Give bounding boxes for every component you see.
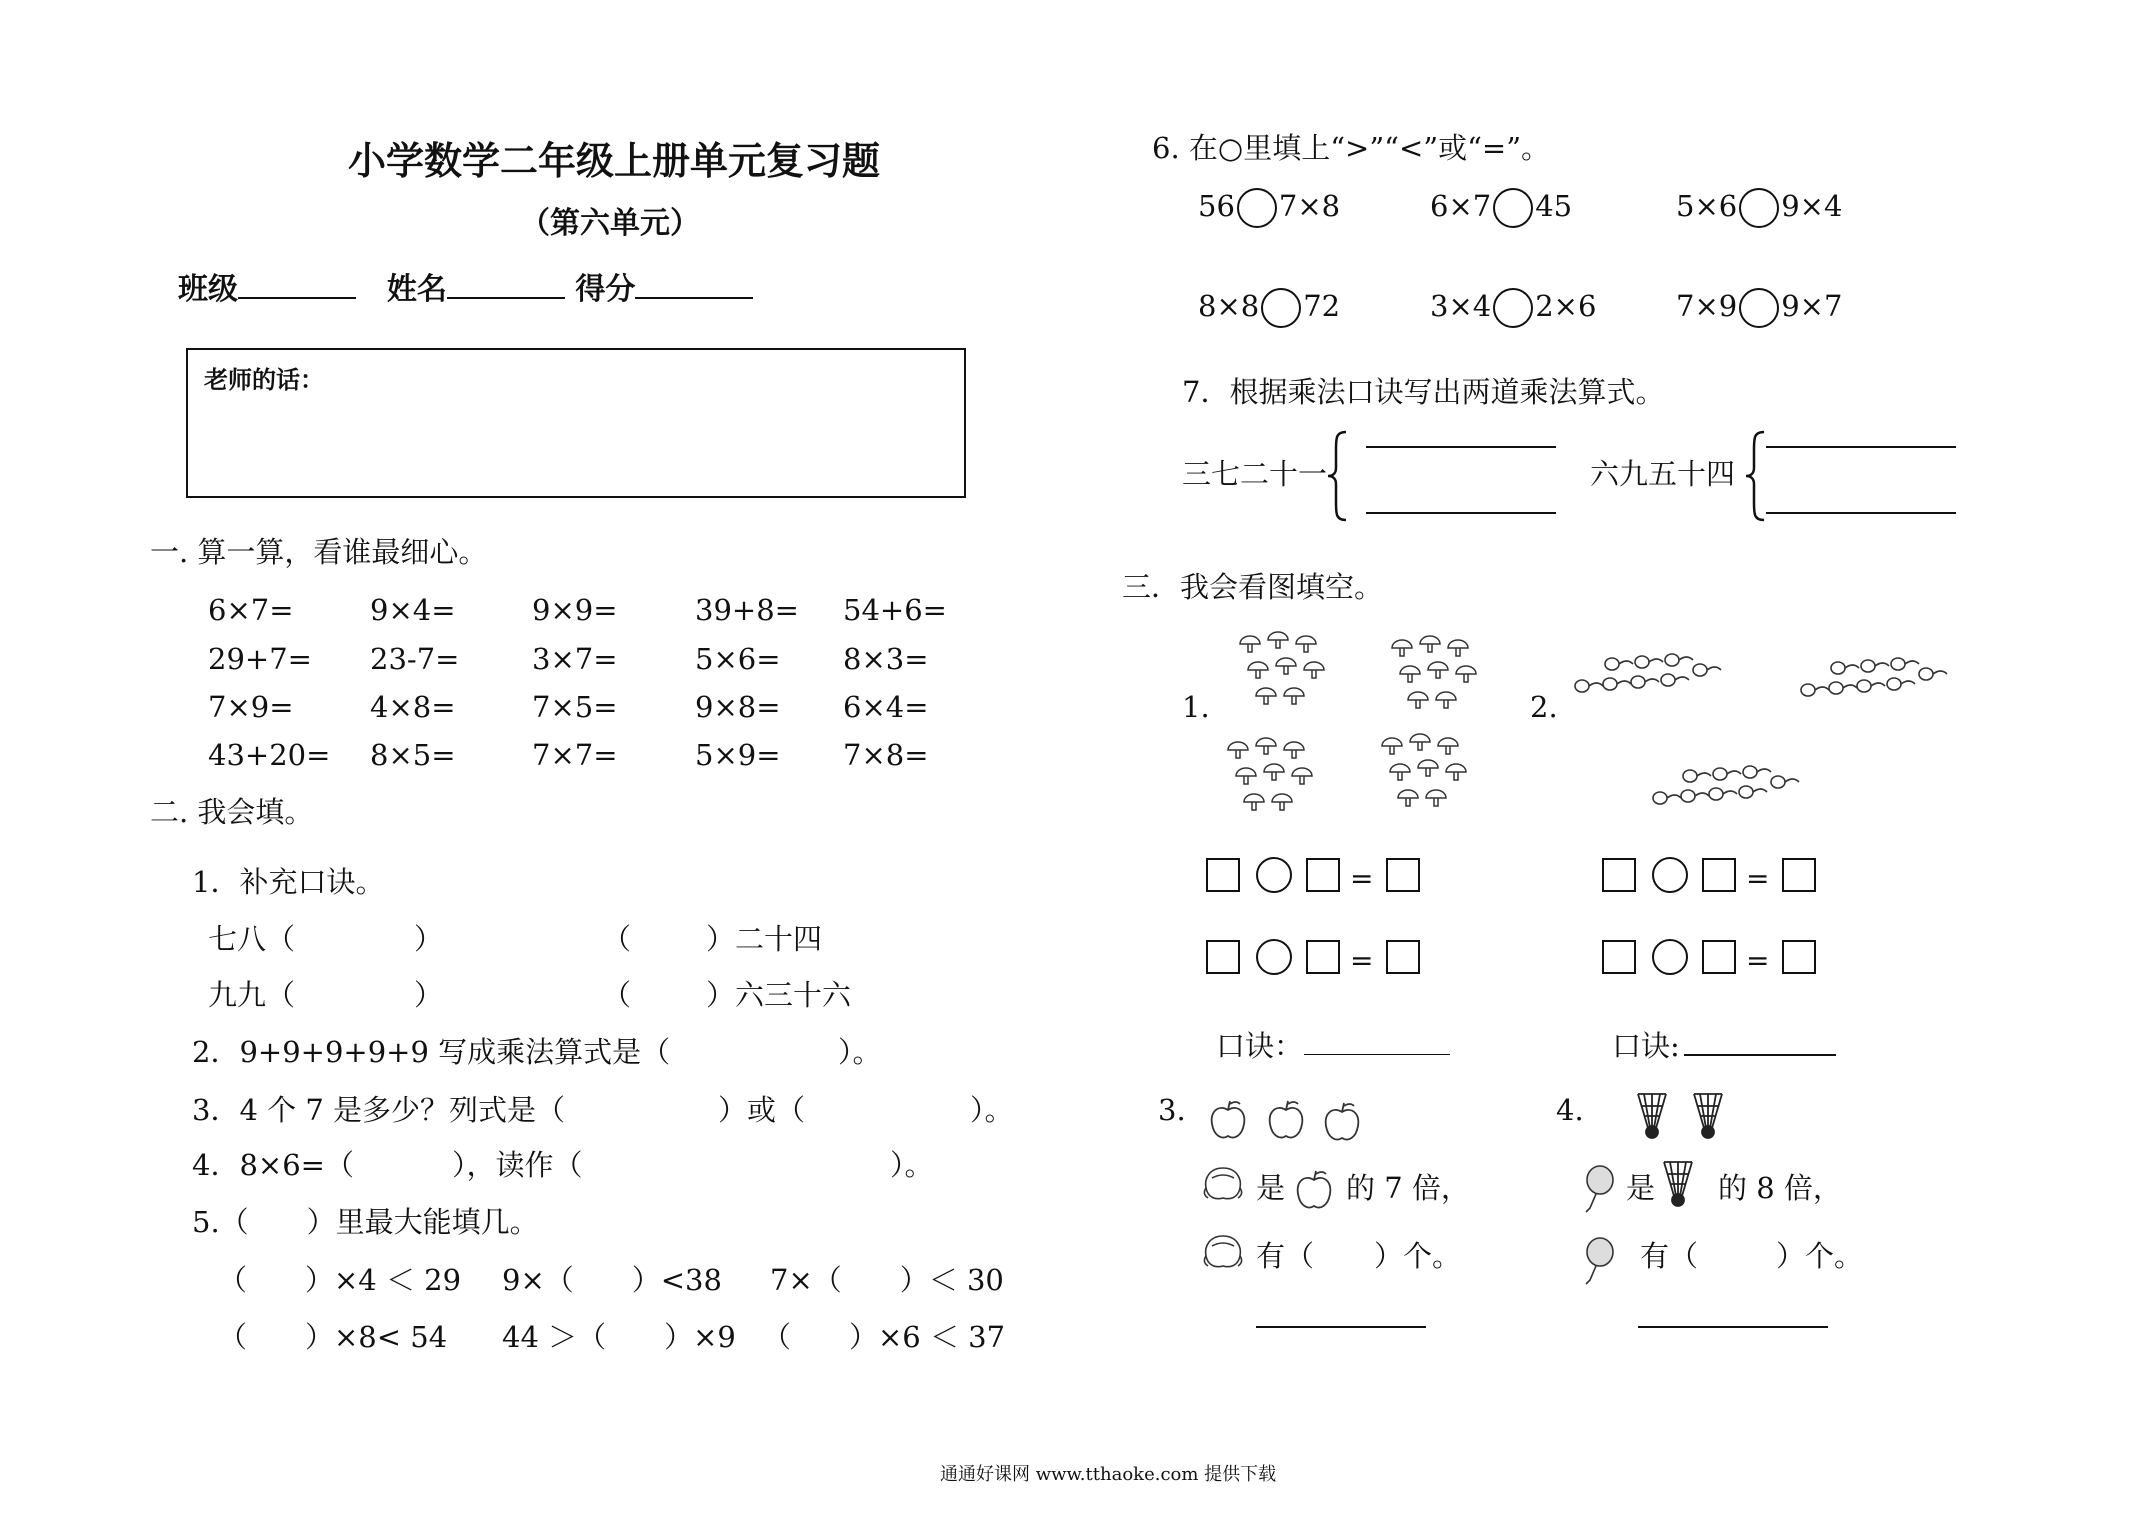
q7-left-blank-1[interactable]: [1366, 446, 1556, 448]
q1-r2a-pre: 九九（: [208, 978, 296, 1012]
tadpole-group-icon: [1650, 758, 1810, 818]
q3-mid: ）或（: [718, 1093, 806, 1127]
name-blank[interactable]: [447, 271, 565, 299]
calc-item: 9×4=: [370, 593, 456, 627]
p3-answer-line[interactable]: [1256, 1326, 1426, 1328]
balloon-icon: [1580, 1164, 1616, 1214]
answer-box[interactable]: [1306, 940, 1340, 974]
calc-item: 7×8=: [843, 738, 929, 772]
score-label: 得分: [575, 272, 636, 307]
p3-line1a: 是: [1256, 1171, 1286, 1205]
q3-pre: 3．4 个 7 是多少？列式是（: [192, 1093, 566, 1127]
p4-answer-line[interactable]: [1638, 1326, 1828, 1328]
mushroom-group-icon: [1390, 634, 1500, 719]
compare-circle[interactable]: [1739, 188, 1779, 228]
apple-icon: [1294, 1168, 1334, 1212]
calc-item: 43+20=: [208, 738, 331, 772]
q5-item: 7×（ ）＜ 30: [770, 1263, 1004, 1297]
mushroom-group-icon: [1380, 732, 1490, 817]
compare-item: 3×4 2×6: [1430, 288, 1596, 328]
tadpole-group-icon: [1798, 650, 1958, 710]
page-title: 小学数学二年级上册单元复习题: [348, 138, 881, 183]
operator-circle[interactable]: [1652, 857, 1688, 893]
q4-post: ）。: [890, 1148, 934, 1182]
shuttlecock-icon: [1660, 1158, 1696, 1210]
calc-item: 8×5=: [370, 738, 456, 772]
apple-icon: [1208, 1098, 1248, 1142]
q5-item: （ ）×8< 54: [218, 1320, 448, 1354]
q1-r2b-pre: （: [602, 978, 632, 1012]
q5-item: 44 ＞（ ）×9: [502, 1320, 736, 1354]
operator-circle[interactable]: [1256, 939, 1292, 975]
name-label: 姓名: [386, 272, 447, 307]
calc-item: 39+8=: [695, 593, 799, 627]
compare-item: 8×8 72: [1198, 288, 1340, 328]
q1-label: 1．补充口诀。: [192, 865, 385, 899]
mushroom-group-icon: [1226, 736, 1336, 821]
p4-line1b: 的 8 倍，: [1718, 1171, 1842, 1205]
problem1-number: 1.: [1182, 690, 1210, 724]
calc-item: 7×9=: [208, 690, 294, 724]
calc-item: 5×9=: [695, 738, 781, 772]
section1-heading: 一. 算一算，看谁最细心。: [150, 535, 488, 569]
q5-item: （ ）×6 ＜ 37: [762, 1320, 1006, 1354]
answer-box[interactable]: [1386, 858, 1420, 892]
q5-item: （ ）×4 ＜ 29: [218, 1263, 462, 1297]
answer-box[interactable]: [1206, 940, 1240, 974]
calc-item: 4×8=: [370, 690, 456, 724]
koujue-blank[interactable]: [1304, 1054, 1450, 1055]
pear-icon: [1200, 1232, 1246, 1272]
q6-label: 6. 在○里填上“>”“<”或“=”。: [1152, 131, 1551, 165]
p3-line2b: ）个。: [1374, 1239, 1462, 1273]
answer-box[interactable]: [1306, 858, 1340, 892]
calc-item: 54+6=: [843, 593, 947, 627]
calc-item: 9×9=: [532, 593, 618, 627]
section3-heading: 三．我会看图填空。: [1122, 570, 1384, 604]
answer-box[interactable]: [1386, 940, 1420, 974]
q3-post: ）。: [970, 1093, 1014, 1127]
problem2-number: 2.: [1530, 690, 1558, 724]
class-blank[interactable]: [238, 271, 356, 299]
problem3-number: 3.: [1158, 1093, 1186, 1127]
mushroom-group-icon: [1238, 630, 1348, 715]
q1-r1b-pre: （: [602, 922, 632, 956]
answer-box[interactable]: [1206, 858, 1240, 892]
compare-circle[interactable]: [1739, 288, 1779, 328]
q5-item: 9×（ ）<38: [502, 1263, 722, 1297]
p4-line1a: 是: [1626, 1171, 1656, 1205]
koujue-blank[interactable]: [1684, 1054, 1836, 1056]
answer-box[interactable]: [1782, 858, 1816, 892]
problem4-number: 4.: [1556, 1093, 1584, 1127]
student-info-row: [178, 264, 753, 308]
pear-icon: [1200, 1164, 1246, 1204]
q7-left-blank-2[interactable]: [1366, 512, 1556, 514]
compare-circle[interactable]: [1237, 188, 1277, 228]
q5-label: 5.（ ）里最大能填几。: [192, 1205, 539, 1239]
calc-item: 6×4=: [843, 690, 929, 724]
calc-item: 7×7=: [532, 738, 618, 772]
compare-circle[interactable]: [1493, 288, 1533, 328]
calc-item: 7×5=: [532, 690, 618, 724]
koujue-label: 口诀:: [1612, 1029, 1680, 1063]
calc-item: 8×3=: [843, 642, 929, 676]
equal-sign: =: [1350, 944, 1374, 977]
calc-item: 9×8=: [695, 690, 781, 724]
koujue-label: 口诀：: [1216, 1029, 1304, 1063]
shuttlecock-icon: [1634, 1090, 1670, 1142]
p3-line2a: 有（: [1256, 1239, 1315, 1273]
left-brace-icon: [1326, 430, 1348, 522]
left-brace-icon: [1744, 430, 1766, 522]
operator-circle[interactable]: [1652, 939, 1688, 975]
apple-icon: [1322, 1100, 1362, 1144]
q7-right-blank-2[interactable]: [1766, 512, 1956, 514]
answer-box[interactable]: [1782, 940, 1816, 974]
teacher-comment-box: [186, 348, 966, 498]
section2-heading: 二. 我会填。: [150, 795, 314, 829]
page-subtitle: （第六单元）: [520, 206, 700, 241]
compare-circle[interactable]: [1493, 188, 1533, 228]
p4-line2b: ）个。: [1776, 1239, 1864, 1273]
compare-circle[interactable]: [1261, 288, 1301, 328]
tadpole-group-icon: [1572, 646, 1732, 706]
score-blank[interactable]: [635, 271, 753, 299]
answer-box[interactable]: [1602, 858, 1636, 892]
p3-line1b: 的 7 倍，: [1346, 1171, 1470, 1205]
q1-r1b-post: ）二十四: [706, 922, 823, 956]
calc-item: 3×7=: [532, 642, 618, 676]
q7-right-rhyme: 六九五十四: [1590, 457, 1736, 491]
footer-text: 通通好课网 www.tthaoke.com 提供下载: [940, 1464, 1277, 1485]
q4-mid: ），读作（: [452, 1148, 583, 1182]
apple-icon: [1266, 1098, 1306, 1142]
equal-sign: =: [1746, 944, 1770, 977]
q2-post: ）。: [838, 1035, 882, 1069]
calc-item: 5×6=: [695, 642, 781, 676]
shuttlecock-icon: [1690, 1090, 1726, 1142]
teacher-label: 老师的话：: [204, 365, 324, 394]
equal-sign: =: [1746, 862, 1770, 895]
compare-item: 7×9 9×7: [1676, 288, 1842, 328]
answer-box[interactable]: [1702, 940, 1736, 974]
calc-item: 23-7=: [370, 642, 460, 676]
q7-label: 7．根据乘法口诀写出两道乘法算式。: [1182, 375, 1665, 409]
class-label: 班级: [178, 272, 238, 307]
answer-box[interactable]: [1702, 858, 1736, 892]
balloon-icon: [1580, 1236, 1616, 1286]
calc-item: 6×7=: [208, 593, 294, 627]
q2-pre: 2．9+9+9+9+9 写成乘法算式是（: [192, 1035, 671, 1069]
p4-line2a: 有（: [1640, 1239, 1699, 1273]
compare-item: 56 7×8: [1198, 188, 1340, 228]
q7-left-rhyme: 三七二十一: [1182, 457, 1328, 491]
q1-r2a-post: ）: [414, 978, 444, 1012]
answer-box[interactable]: [1602, 940, 1636, 974]
compare-item: 5×6 9×4: [1676, 188, 1842, 228]
operator-circle[interactable]: [1256, 857, 1292, 893]
q1-r1a-post: ）: [414, 922, 444, 956]
q4-pre: 4．8×6=（: [192, 1148, 354, 1182]
q1-r2b-post: ）六三十六: [706, 978, 852, 1012]
calc-item: 29+7=: [208, 642, 312, 676]
q1-r1a-pre: 七八（: [208, 922, 296, 956]
equal-sign: =: [1350, 862, 1374, 895]
q7-right-blank-1[interactable]: [1766, 446, 1956, 448]
compare-item: 6×7 45: [1430, 188, 1572, 228]
